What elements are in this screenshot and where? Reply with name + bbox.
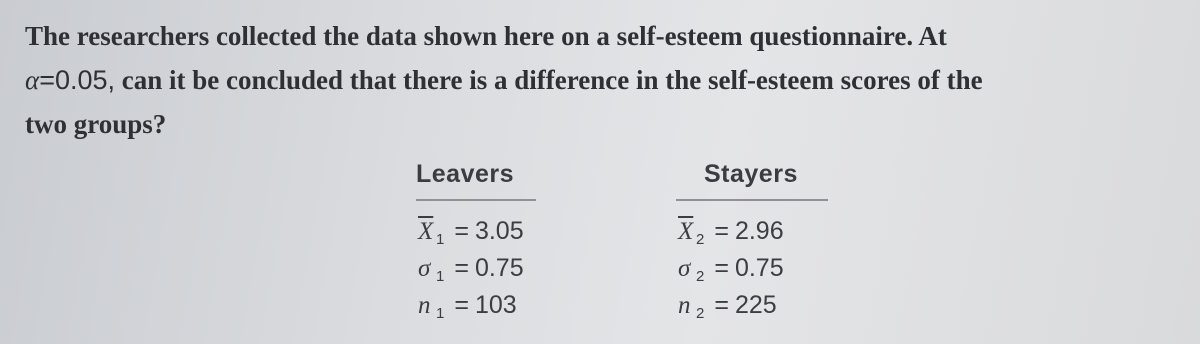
leavers-stats [416, 217, 536, 328]
equals-sign: = [454, 254, 469, 282]
sigma-subscript: 2 [696, 268, 705, 285]
mean-symbol: $\overline{X}$ [678, 218, 694, 245]
leavers-column [416, 160, 536, 328]
leavers-mean [418, 217, 536, 254]
n-symbol: n [418, 292, 431, 319]
question-line-1: The researchers collected the data shown here on a self-esteem questionnaire. At [25, 21, 947, 51]
n-symbol: n [678, 292, 691, 319]
stayers-column [676, 160, 828, 328]
equals-sign: = [454, 217, 469, 245]
stayers-mean [678, 217, 828, 254]
alpha-symbol: α [25, 65, 40, 95]
question-line-2: can it be concluded that there is a difference in the self-esteem scores of the [115, 65, 983, 95]
sigma-symbol: σ [418, 255, 431, 282]
question-text [25, 14, 1185, 146]
stayers-sd [678, 254, 828, 291]
equals-sign: = [454, 291, 469, 319]
alpha-value: =0.05, [39, 65, 116, 95]
stayers-sd-value: 0.75 [734, 254, 784, 282]
leavers-header: Leavers [416, 160, 536, 201]
n-subscript: 2 [696, 305, 705, 322]
stayers-stats [676, 217, 828, 328]
leavers-n [418, 291, 536, 328]
leavers-n-value: 103 [474, 291, 517, 319]
question-line-3: two groups? [25, 109, 167, 139]
stayers-n-value: 225 [734, 291, 777, 319]
sigma-symbol: σ [678, 255, 691, 282]
mean-symbol: $\overline{X}$ [418, 218, 434, 245]
n-subscript: 1 [436, 305, 445, 322]
leavers-sd-value: 0.75 [474, 254, 524, 282]
equals-sign: = [714, 217, 729, 245]
stayers-mean-value: 2.96 [734, 217, 784, 245]
equals-sign: = [714, 254, 729, 282]
mean-subscript: 1 [436, 231, 445, 248]
leavers-sd [418, 254, 536, 291]
leavers-mean-value: 3.05 [474, 217, 524, 245]
mean-subscript: 2 [696, 231, 705, 248]
equals-sign: = [714, 291, 729, 319]
stayers-n [678, 291, 828, 328]
stayers-header: Stayers [676, 160, 828, 201]
sigma-subscript: 1 [436, 268, 445, 285]
